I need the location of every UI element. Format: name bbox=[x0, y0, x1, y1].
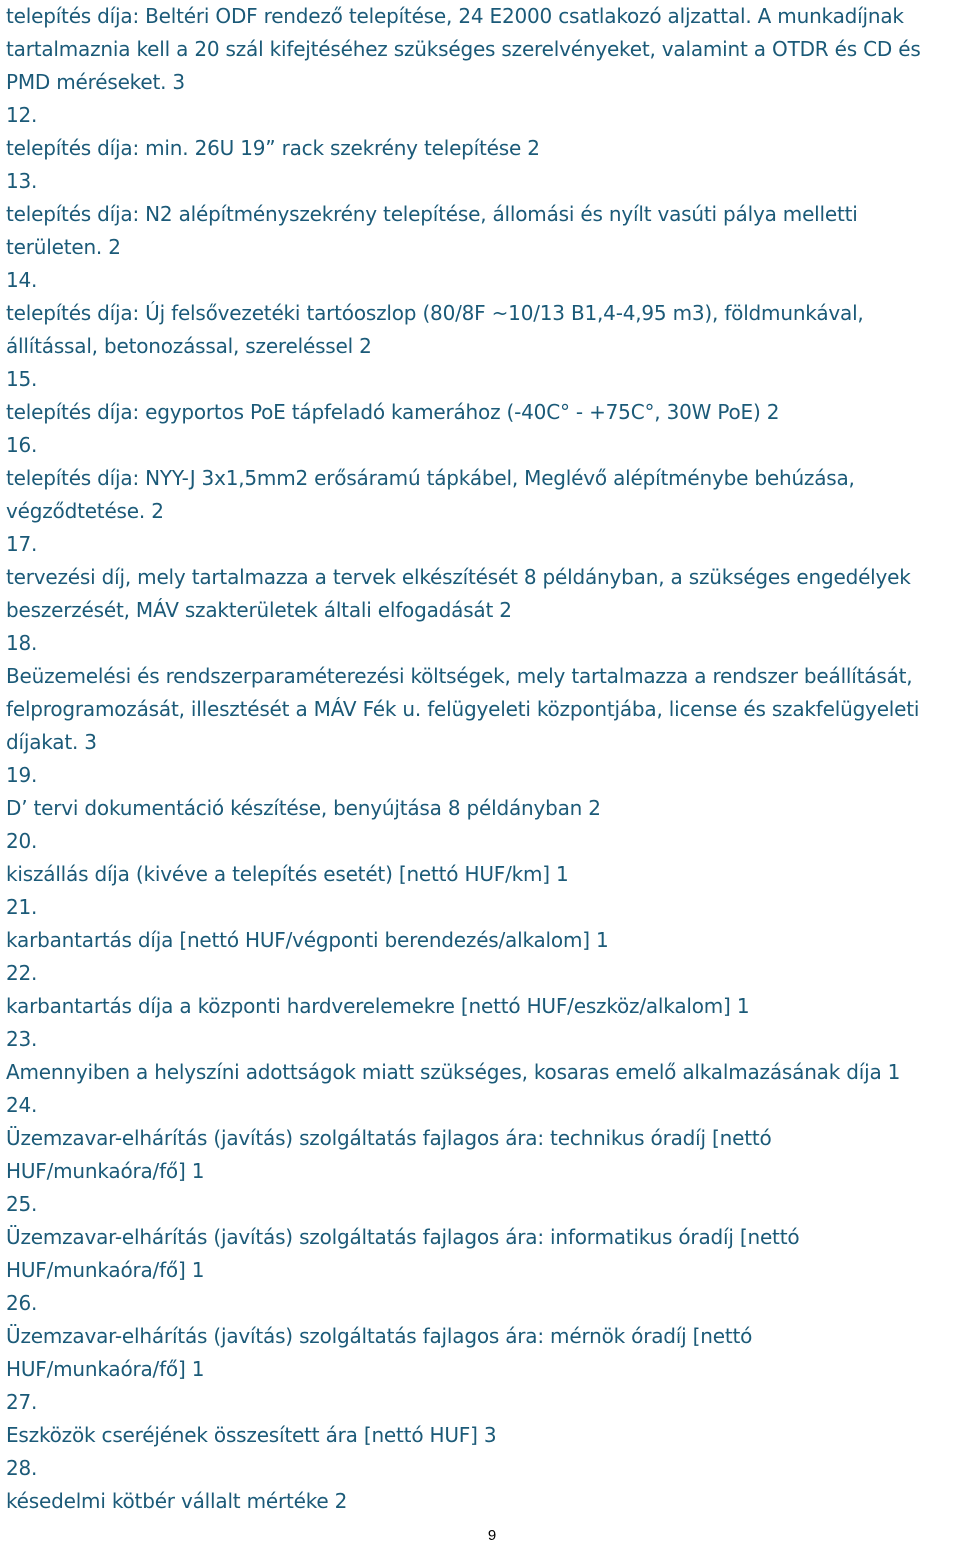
list-item bbox=[6, 1188, 954, 1287]
item-text-line: Beüzemelési és rendszerparaméterezési költségek, mely tartalmazza a rendszer beállítását, bbox=[6, 664, 913, 688]
list-item bbox=[6, 528, 954, 627]
item-text-line: Eszközök cseréjének összesített ára [nettó HUF] 3 bbox=[6, 1423, 497, 1447]
item-number: 16. bbox=[6, 433, 38, 457]
item-number: 17. bbox=[6, 532, 38, 556]
item-text-line: beszerzését, MÁV szakterületek általi elfogadását 2 bbox=[6, 598, 512, 622]
item-text-line: állítással, betonozással, szereléssel 2 bbox=[6, 334, 372, 358]
list-item bbox=[6, 1287, 954, 1386]
item-number: 24. bbox=[6, 1093, 38, 1117]
item-number: 12. bbox=[6, 103, 38, 127]
item-text-line: karbantartás díja [nettó HUF/végponti berendezés/alkalom] 1 bbox=[6, 928, 609, 952]
item-text-line: Üzemzavar-elhárítás (javítás) szolgáltatás fajlagos ára: mérnök óradíj [nettó bbox=[6, 1324, 753, 1348]
item-text-line: telepítés díja: Beltéri ODF rendező telepítése, 24 E2000 csatlakozó aljzattal. A munkadíjnak bbox=[6, 4, 904, 28]
item-text-line: telepítés díja: NYY-J 3x1,5mm2 erősáramú tápkábel, Meglévő alépítménybe behúzása, bbox=[6, 466, 855, 490]
item-number: 23. bbox=[6, 1027, 38, 1051]
item-text-line: kiszállás díja (kivéve a telepítés esetét) [nettó HUF/km] 1 bbox=[6, 862, 569, 886]
item-text-line: tervezési díj, mely tartalmazza a tervek elkészítését 8 példányban, a szükséges engedélyek bbox=[6, 565, 911, 589]
item-text-line: telepítés díja: egyportos PoE tápfeladó kamerához (-40C° - +75C°, 30W PoE) 2 bbox=[6, 400, 780, 424]
list-item bbox=[6, 165, 954, 264]
item-number: 25. bbox=[6, 1192, 38, 1216]
item-text-line: tartalmaznia kell a 20 szál kifejtéséhez szükséges szerelvényeket, valamint a OTDR és CD és bbox=[6, 37, 921, 61]
list-item bbox=[6, 0, 954, 99]
list-item bbox=[6, 759, 954, 825]
item-text-line: HUF/munkaóra/fő] 1 bbox=[6, 1258, 205, 1282]
item-text-line: végződtetése. 2 bbox=[6, 499, 164, 523]
item-text-line: Üzemzavar-elhárítás (javítás) szolgáltatás fajlagos ára: technikus óradíj [nettó bbox=[6, 1126, 772, 1150]
list-item bbox=[6, 957, 954, 1023]
item-number: 22. bbox=[6, 961, 38, 985]
item-number: 21. bbox=[6, 895, 38, 919]
document-body bbox=[6, 0, 954, 1518]
item-text-line: HUF/munkaóra/fő] 1 bbox=[6, 1159, 205, 1183]
item-text-line: Üzemzavar-elhárítás (javítás) szolgáltatás fajlagos ára: informatikus óradíj [nettó bbox=[6, 1225, 800, 1249]
list-item bbox=[6, 363, 954, 429]
list-item bbox=[6, 1023, 954, 1089]
item-number: 28. bbox=[6, 1456, 38, 1480]
item-number: 15. bbox=[6, 367, 38, 391]
list-item bbox=[6, 825, 954, 891]
list-item bbox=[6, 627, 954, 759]
item-text-line: díjakat. 3 bbox=[6, 730, 97, 754]
item-number: 27. bbox=[6, 1390, 38, 1414]
list-item bbox=[6, 1089, 954, 1188]
list-item bbox=[6, 99, 954, 165]
item-text-line: HUF/munkaóra/fő] 1 bbox=[6, 1357, 205, 1381]
item-text-line: felprogramozását, illesztését a MÁV Fék u. felügyeleti központjába, license és szakfelügyeleti bbox=[6, 697, 920, 721]
item-number: 14. bbox=[6, 268, 38, 292]
item-text-line: D’ tervi dokumentáció készítése, benyújtása 8 példányban 2 bbox=[6, 796, 601, 820]
item-number: 26. bbox=[6, 1291, 38, 1315]
item-text-line: PMD méréseket. 3 bbox=[6, 70, 185, 94]
list-item bbox=[6, 1386, 954, 1452]
item-text-line: Amennyiben a helyszíni adottságok miatt szükséges, kosaras emelő alkalmazásának díja 1 bbox=[6, 1060, 901, 1084]
item-number: 20. bbox=[6, 829, 38, 853]
item-text-line: telepítés díja: Új felsővezetéki tartóoszlop (80/8F ~10/13 B1,4-4,95 m3), földmunkával, bbox=[6, 301, 864, 325]
item-text-line: telepítés díja: N2 alépítményszekrény telepítése, állomási és nyílt vasúti pálya melletti bbox=[6, 202, 858, 226]
page-number: 9 bbox=[487, 1527, 497, 1544]
item-number: 19. bbox=[6, 763, 38, 787]
item-number: 13. bbox=[6, 169, 38, 193]
item-text-line: késedelmi kötbér vállalt mértéke 2 bbox=[6, 1489, 348, 1513]
item-text-line: telepítés díja: min. 26U 19” rack szekrény telepítése 2 bbox=[6, 136, 540, 160]
list-item bbox=[6, 1452, 954, 1518]
item-text-line: karbantartás díja a központi hardverelemekre [nettó HUF/eszköz/alkalom] 1 bbox=[6, 994, 750, 1018]
item-text-line: területen. 2 bbox=[6, 235, 121, 259]
item-number: 18. bbox=[6, 631, 38, 655]
list-item bbox=[6, 264, 954, 363]
list-item bbox=[6, 429, 954, 528]
list-item bbox=[6, 891, 954, 957]
